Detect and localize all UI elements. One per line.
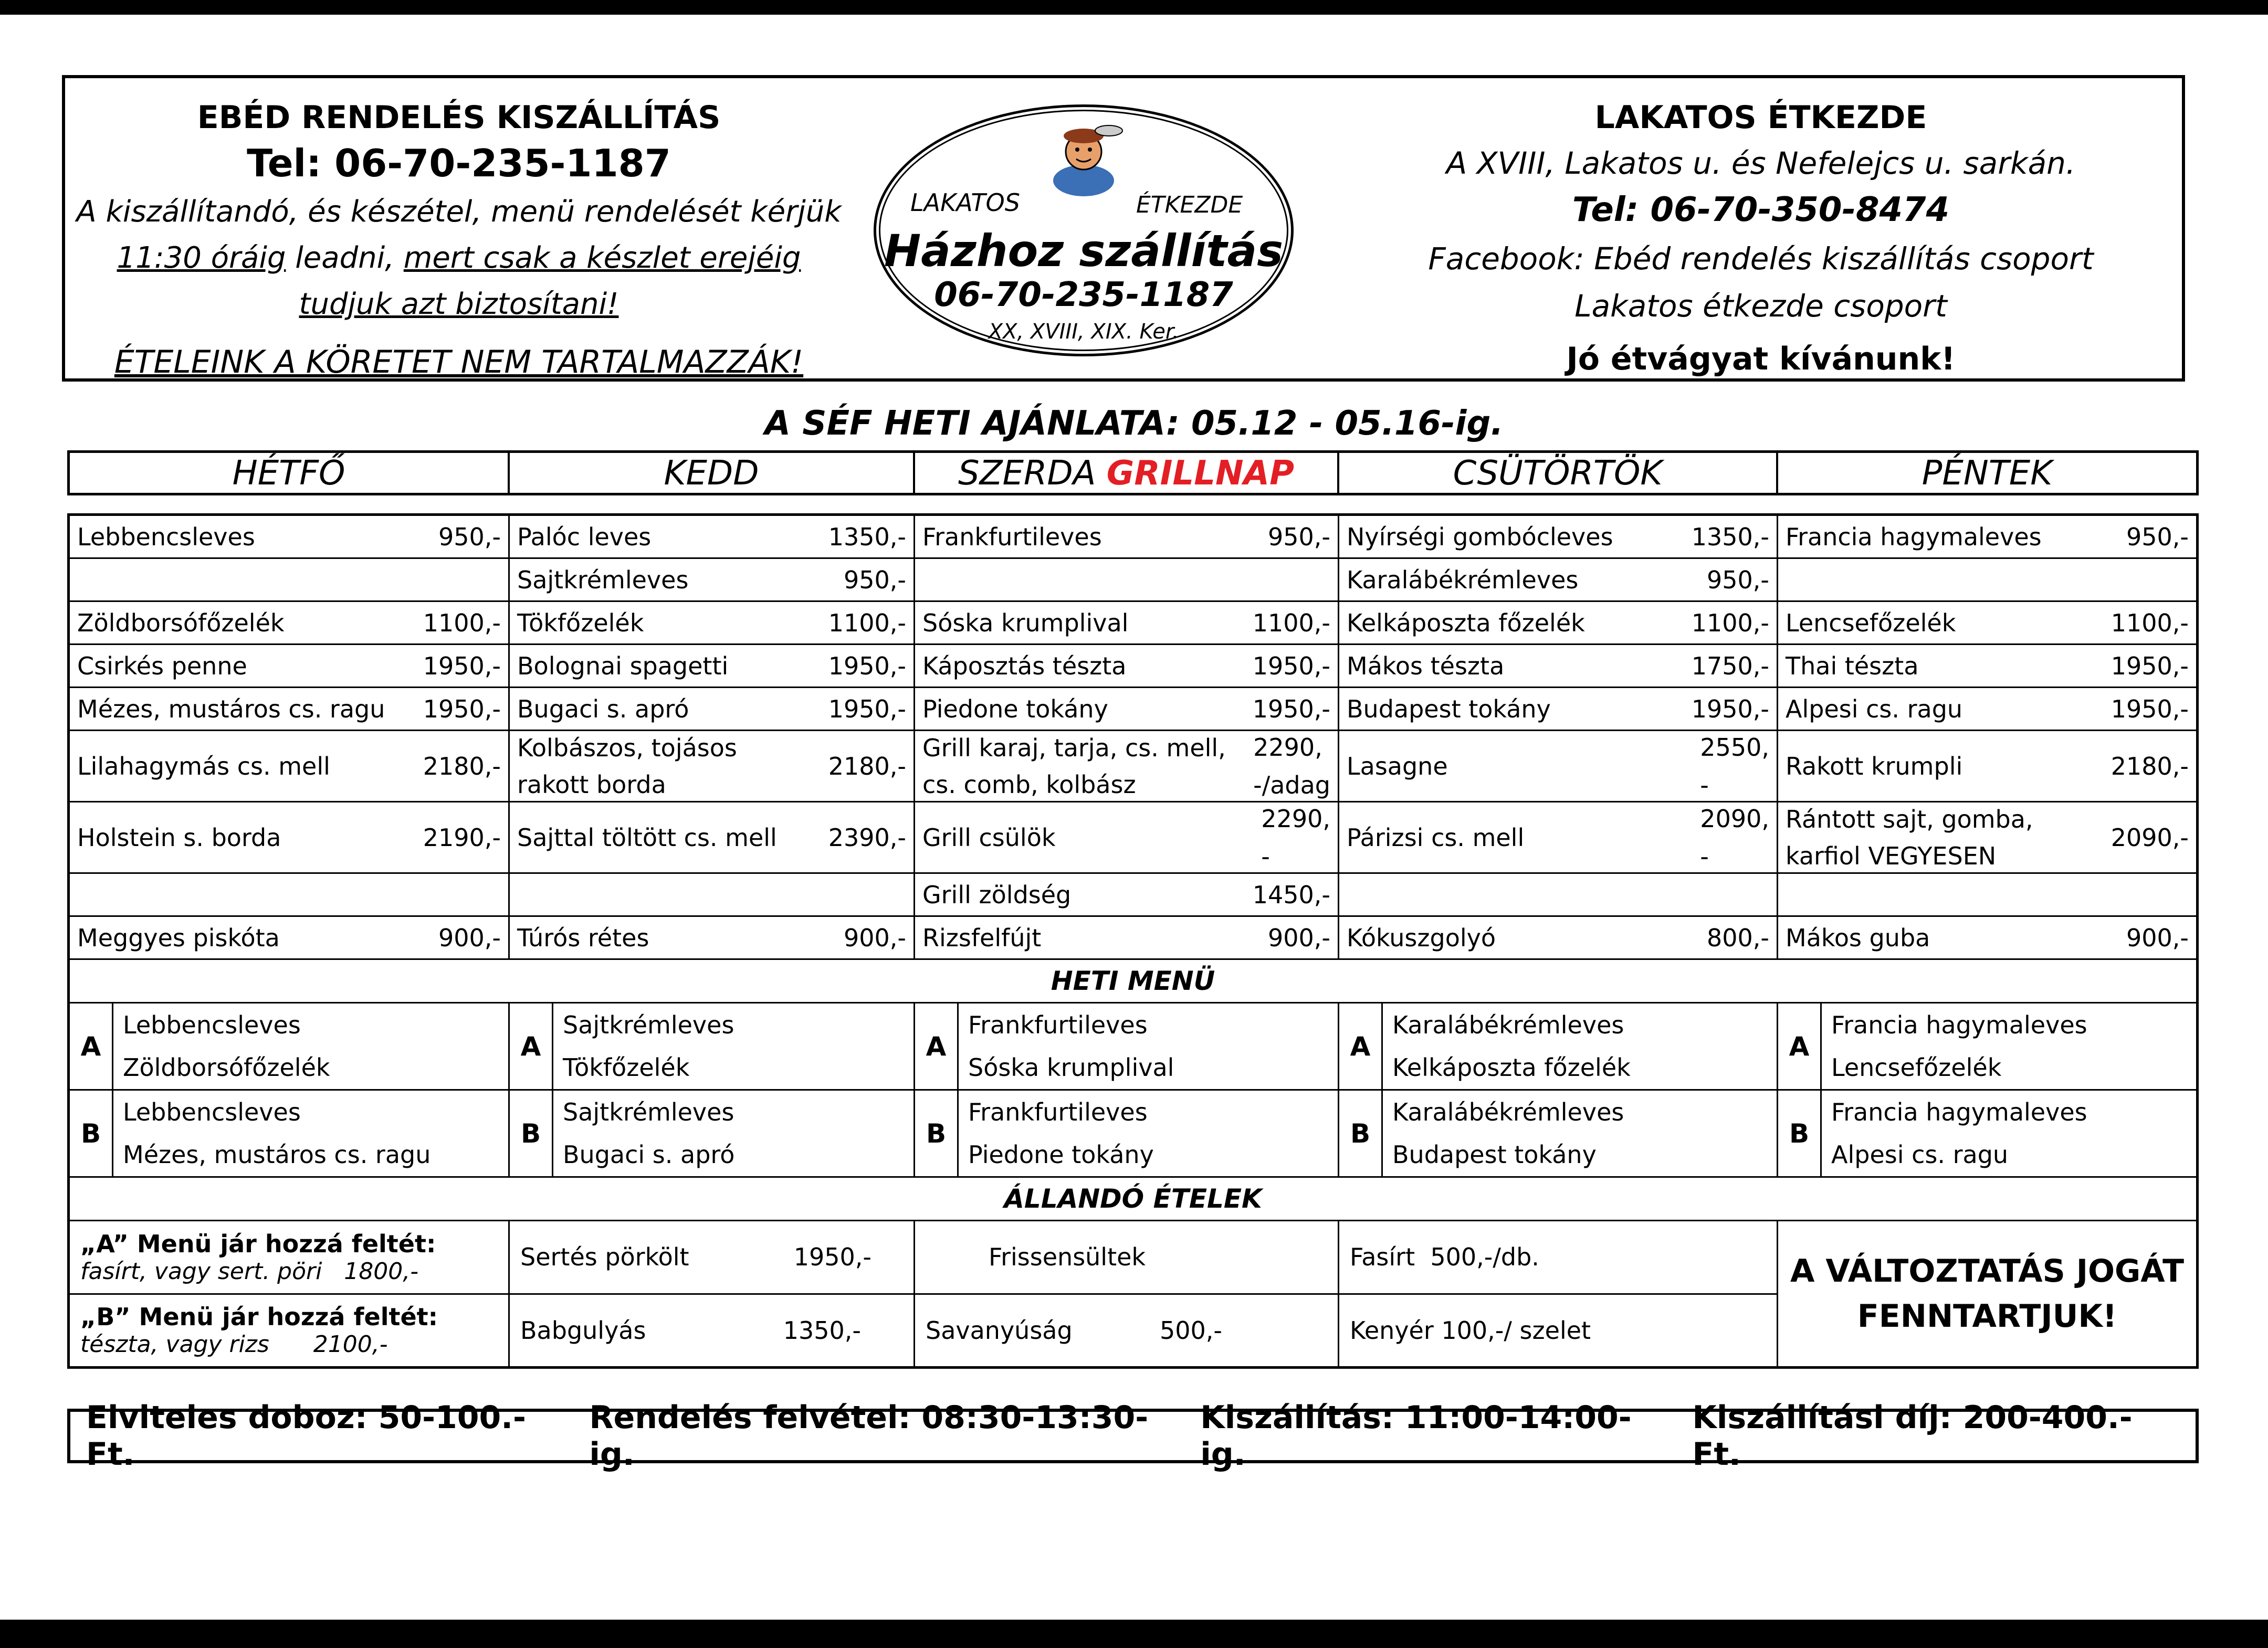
menu-main: Lencsefőzelék bbox=[1831, 1053, 2002, 1082]
menu-grid bbox=[67, 513, 2199, 1369]
menu-main: Mézes, mustáros cs. ragu bbox=[123, 1140, 431, 1169]
dish-cell-tuesday bbox=[510, 802, 915, 872]
menu-items bbox=[1383, 1003, 1777, 1089]
permanent-col-3 bbox=[915, 1221, 1339, 1366]
dish-price: 1350,- bbox=[828, 522, 906, 551]
dish-price: 1100,- bbox=[828, 608, 906, 637]
deadline: 11:30 óráig bbox=[117, 241, 286, 275]
right-address: A XVIII, Lakatos u. és Nefelejcs u. sarkán. bbox=[1446, 145, 2076, 181]
dish-price: 2180,- bbox=[828, 752, 906, 780]
dish-cell-friday bbox=[1778, 917, 2196, 958]
menu-a-monday bbox=[70, 1003, 510, 1089]
menu-a-row bbox=[70, 1003, 2196, 1091]
table-row bbox=[70, 917, 2196, 960]
menu-extras bbox=[70, 1221, 510, 1366]
dish-name: Palóc leves bbox=[517, 522, 652, 551]
dish-price: 900,- bbox=[438, 923, 501, 952]
dish-price: 1100,- bbox=[1691, 608, 1769, 637]
dish-price: 2180,- bbox=[423, 752, 501, 780]
dish-cell-monday bbox=[70, 559, 510, 600]
menu-a-extra-text: fasírt, vagy sert. pöri 1800,- bbox=[80, 1258, 419, 1285]
left-note-line2 bbox=[65, 241, 853, 275]
header-box bbox=[62, 75, 2185, 382]
dish-cell-wednesday bbox=[915, 688, 1339, 730]
dish-price: 2090, - bbox=[1700, 804, 1769, 871]
table-row bbox=[70, 874, 2196, 917]
dish-name: Grill zöldség bbox=[922, 880, 1072, 909]
permanent-col-2 bbox=[510, 1221, 915, 1366]
menu-letter: A bbox=[1339, 1003, 1383, 1089]
menu-letter: A bbox=[510, 1003, 553, 1089]
dish-cell-wednesday bbox=[915, 645, 1339, 686]
menu-soup: Francia hagymaleves bbox=[1831, 1097, 2087, 1126]
dish-name: Sóska krumplival bbox=[922, 608, 1129, 637]
dish-price: 1950,- bbox=[423, 694, 501, 723]
dish-cell-tuesday bbox=[510, 602, 915, 643]
savanyusag-name: Savanyúság bbox=[926, 1316, 1073, 1345]
dish-price: 1750,- bbox=[1691, 651, 1769, 680]
dish-price: 2180,- bbox=[2110, 752, 2189, 780]
menu-b-thursday bbox=[1339, 1091, 1778, 1176]
dish-cell-thursday bbox=[1339, 559, 1778, 600]
dish-price: 950,- bbox=[2126, 522, 2189, 551]
dish-name: Mézes, mustáros cs. ragu bbox=[77, 694, 385, 723]
week-title: A SÉF HETI AJÁNLATA: 05.12 - 05.16-ig. bbox=[764, 404, 1504, 443]
left-note-line1: A kiszállítandó, és készétel, menü rendelését kérjük bbox=[76, 195, 842, 229]
footer-box-price: Elviteles doboz: 50-100.-Ft. bbox=[86, 1399, 526, 1473]
dish-price: 2090,- bbox=[2110, 823, 2189, 852]
footer-delivery-hours: Kiszállítás: 11:00-14:00-ig. bbox=[1200, 1399, 1632, 1473]
menu-main: Budapest tokány bbox=[1392, 1140, 1597, 1169]
table-row bbox=[70, 602, 2196, 645]
menu-items bbox=[959, 1091, 1338, 1176]
logo-districts: XX, XVIII, XIX. Ker. bbox=[988, 320, 1179, 344]
menu-a-wednesday bbox=[915, 1003, 1339, 1089]
menu-letter: B bbox=[915, 1091, 959, 1176]
porkolt bbox=[510, 1221, 914, 1293]
dish-name: Rántott sajt, gomba, karfiol VEGYESEN bbox=[1786, 805, 2033, 870]
left-note-line3 bbox=[65, 287, 853, 321]
dish-name: Rizsfelfújt bbox=[922, 923, 1042, 952]
menu-soup: Francia hagymaleves bbox=[1831, 1010, 2087, 1039]
porkolt-name: Sertés pörkölt bbox=[520, 1243, 689, 1272]
dish-cell-monday bbox=[70, 802, 510, 872]
dish-cell-wednesday bbox=[915, 802, 1339, 872]
dish-price: 950,- bbox=[438, 522, 501, 551]
dish-name: Sajtkrémleves bbox=[517, 565, 689, 594]
grill-day-label: GRILLNAP bbox=[1106, 454, 1294, 493]
dish-cell-thursday bbox=[1339, 516, 1778, 557]
header-left bbox=[65, 78, 853, 381]
dish-name: Kolbászos, tojásos rakott borda bbox=[517, 733, 737, 799]
dish-name: Alpesi cs. ragu bbox=[1786, 694, 1963, 723]
menu-letter: A bbox=[1778, 1003, 1822, 1089]
dish-cell-monday bbox=[70, 917, 510, 958]
dish-cell-thursday bbox=[1339, 731, 1778, 801]
header-right bbox=[1346, 78, 2176, 378]
menu-a-tuesday bbox=[510, 1003, 915, 1089]
dish-cell-friday bbox=[1778, 874, 2196, 915]
dish-price: 900,- bbox=[1267, 923, 1330, 952]
babgulyas-price: 1350,- bbox=[783, 1316, 861, 1345]
dish-price: 1100,- bbox=[2110, 608, 2189, 637]
menu-items bbox=[113, 1003, 508, 1089]
dish-name: Rakott krumpli bbox=[1786, 752, 1963, 780]
dish-cell-monday bbox=[70, 645, 510, 686]
savanyusag-price: 500,- bbox=[1159, 1316, 1222, 1345]
table-row bbox=[70, 802, 2196, 874]
day-friday bbox=[1778, 453, 2196, 493]
garnish-notice: ÉTELEINK A KÖRETET NEM TARTALMAZZÁK! bbox=[114, 344, 804, 381]
table-row bbox=[70, 516, 2196, 559]
logo-right-word: ÉTKEZDE bbox=[1136, 192, 1243, 218]
dish-price: 900,- bbox=[2126, 923, 2189, 952]
dish-cell-tuesday bbox=[510, 645, 915, 686]
dish-price: 950,- bbox=[843, 565, 906, 594]
menu-soup: Sajtkrémleves bbox=[563, 1097, 734, 1126]
day-monday bbox=[70, 453, 510, 493]
dish-cell-friday bbox=[1778, 602, 2196, 643]
note-stock: mert csak a készlet erejéig bbox=[403, 241, 801, 275]
day-name: HÉTFŐ bbox=[232, 454, 345, 493]
dish-name: Grill csülök bbox=[922, 823, 1056, 852]
dish-price: 1950,- bbox=[2110, 694, 2189, 723]
dish-name: Nyírségi gombócleves bbox=[1347, 522, 1613, 551]
dish-cell-tuesday bbox=[510, 917, 915, 958]
day-header bbox=[67, 450, 2199, 495]
menu-b-friday bbox=[1778, 1091, 2196, 1176]
dish-cell-thursday bbox=[1339, 688, 1778, 730]
dish-name: Budapest tokány bbox=[1347, 694, 1551, 723]
menu-items bbox=[553, 1003, 914, 1089]
menu-soup: Karalábékrémleves bbox=[1392, 1097, 1624, 1126]
dish-name: Karalábékrémleves bbox=[1347, 565, 1579, 594]
dish-cell-thursday bbox=[1339, 802, 1778, 872]
menu-b-extra bbox=[70, 1293, 508, 1367]
menu-a-extra bbox=[70, 1221, 508, 1293]
dish-cell-tuesday bbox=[510, 516, 915, 557]
weekly-menu-title: HETI MENÜ bbox=[70, 960, 2196, 1003]
dish-cell-tuesday bbox=[510, 559, 915, 600]
dish-cell-monday bbox=[70, 688, 510, 730]
dish-price: 1100,- bbox=[1252, 608, 1330, 637]
dish-name: Bolognai spagetti bbox=[517, 651, 729, 680]
dish-name: Meggyes piskóta bbox=[77, 923, 280, 952]
babgulyas bbox=[510, 1293, 914, 1367]
dish-price: 2190,- bbox=[423, 823, 501, 852]
bottom-black-bar bbox=[0, 1620, 2268, 1648]
footer-delivery-fee: Kiszállítási díj: 200-400.-Ft. bbox=[1692, 1399, 2133, 1473]
day-wednesday bbox=[915, 453, 1339, 493]
dish-name: Tökfőzelék bbox=[517, 608, 644, 637]
dish-name: Kókuszgolyó bbox=[1347, 923, 1496, 952]
menu-letter: B bbox=[70, 1091, 113, 1176]
dish-cell-tuesday bbox=[510, 688, 915, 730]
menu-b-tuesday bbox=[510, 1091, 915, 1176]
dish-price: 1950,- bbox=[1252, 694, 1330, 723]
menu-soup: Frankfurtileves bbox=[968, 1010, 1148, 1039]
dish-cell-friday bbox=[1778, 802, 2196, 872]
dish-cell-thursday bbox=[1339, 874, 1778, 915]
dish-cell-monday bbox=[70, 731, 510, 801]
dish-price: 900,- bbox=[843, 923, 906, 952]
right-phone: Tel: 06-70-350-8474 bbox=[1572, 191, 1950, 229]
dish-name: Túrós rétes bbox=[517, 923, 649, 952]
dish-cell-thursday bbox=[1339, 645, 1778, 686]
day-name: PÉNTEK bbox=[1922, 454, 2053, 493]
dish-price: 1450,- bbox=[1252, 880, 1330, 909]
dish-cell-monday bbox=[70, 874, 510, 915]
dish-price: 1950,- bbox=[828, 694, 906, 723]
dish-name: Francia hagymaleves bbox=[1786, 522, 2042, 551]
menu-letter: A bbox=[70, 1003, 113, 1089]
dish-cell-tuesday bbox=[510, 731, 915, 801]
kenyer: Kenyér 100,-/ szelet bbox=[1339, 1293, 1777, 1367]
footer-info bbox=[67, 1399, 2199, 1473]
menu-b-monday bbox=[70, 1091, 510, 1176]
menu-b-wednesday bbox=[915, 1091, 1339, 1176]
dish-name: Mákos tészta bbox=[1347, 651, 1505, 680]
menu-soup: Sajtkrémleves bbox=[563, 1010, 734, 1039]
menu-a-extra-title: „A” Menü jár hozzá feltét: bbox=[80, 1229, 436, 1258]
dish-name: Holstein s. borda bbox=[77, 823, 281, 852]
dish-price: 1950,- bbox=[828, 651, 906, 680]
menu-main: Tökfőzelék bbox=[563, 1053, 690, 1082]
dish-cell-friday bbox=[1778, 731, 2196, 801]
menu-items bbox=[959, 1003, 1338, 1089]
right-title: LAKATOS ÉTKEZDE bbox=[1594, 99, 1927, 136]
dish-name: Párizsi cs. mell bbox=[1347, 823, 1525, 852]
dish-name: Csirkés penne bbox=[77, 651, 247, 680]
dish-price: 1950,- bbox=[1691, 694, 1769, 723]
dish-cell-friday bbox=[1778, 516, 2196, 557]
dish-name: Lebbencsleves bbox=[77, 522, 255, 551]
menu-letter: B bbox=[510, 1091, 553, 1176]
logo bbox=[874, 104, 1294, 356]
day-name: KEDD bbox=[664, 454, 759, 493]
dish-rows bbox=[70, 516, 2196, 960]
day-name: CSÜTÖRTÖK bbox=[1453, 454, 1663, 493]
menu-items bbox=[1822, 1091, 2196, 1176]
chef-icon bbox=[1042, 115, 1126, 199]
footer-order-hours: Rendelés felvétel: 08:30-13:30-ig. bbox=[589, 1399, 1149, 1473]
left-phone: Tel: 06-70-235-1187 bbox=[247, 141, 671, 185]
dish-price: 800,- bbox=[1706, 923, 1769, 952]
permanent-col-5 bbox=[1778, 1221, 2196, 1366]
menu-main: Piedone tokány bbox=[968, 1140, 1154, 1169]
dish-cell-friday bbox=[1778, 688, 2196, 730]
menu-main: Sóska krumplival bbox=[968, 1053, 1174, 1082]
dish-name: Lasagne bbox=[1347, 752, 1448, 780]
day-tuesday bbox=[510, 453, 915, 493]
table-row bbox=[70, 688, 2196, 731]
menu-main: Kelkáposzta főzelék bbox=[1392, 1053, 1631, 1082]
menu-items bbox=[1822, 1003, 2196, 1089]
table-row bbox=[70, 559, 2196, 602]
permanent-dishes bbox=[70, 1221, 2196, 1366]
dish-cell-wednesday bbox=[915, 917, 1339, 958]
dish-cell-wednesday bbox=[915, 731, 1339, 801]
day-name: SZERDA bbox=[958, 454, 1107, 493]
note-guarantee: tudjuk azt biztosítani! bbox=[299, 287, 619, 321]
menu-items bbox=[553, 1091, 914, 1176]
right-facebook: Facebook: Ebéd rendelés kiszállítás csoport bbox=[1428, 241, 2094, 277]
permanent-col-4 bbox=[1339, 1221, 1778, 1366]
dish-price: 1950,- bbox=[2110, 651, 2189, 680]
frissensultek: Frissensültek bbox=[989, 1243, 1146, 1272]
dish-price: 1350,- bbox=[1691, 522, 1769, 551]
rights-reserved: A VÁLTOZTATÁS JOGÁT FENNTARTJUK! bbox=[1790, 1253, 2184, 1335]
babgulyas-name: Babgulyás bbox=[520, 1316, 646, 1345]
table-row bbox=[70, 645, 2196, 688]
menu-letter: A bbox=[915, 1003, 959, 1089]
dish-name: Lencsefőzelék bbox=[1786, 608, 1956, 637]
dish-name: Frankfurtileves bbox=[922, 522, 1102, 551]
dish-cell-thursday bbox=[1339, 917, 1778, 958]
logo-phone: 06-70-235-1187 bbox=[934, 276, 1233, 314]
day-thursday bbox=[1339, 453, 1778, 493]
dish-cell-monday bbox=[70, 516, 510, 557]
top-black-bar bbox=[0, 0, 2268, 15]
menu-items bbox=[1383, 1091, 1777, 1176]
dish-name: Zöldborsófőzelék bbox=[77, 608, 285, 637]
dish-price: 2290, - bbox=[1261, 804, 1330, 871]
logo-title: Házhoz szállítás bbox=[884, 225, 1284, 277]
left-title: EBÉD RENDELÉS KISZÁLLÍTÁS bbox=[197, 99, 721, 136]
menu-items bbox=[113, 1091, 508, 1176]
permanent-title: ÁLLANDÓ ÉTELEK bbox=[70, 1178, 2196, 1221]
menu-b-extra-title: „B” Menü jár hozzá feltét: bbox=[80, 1303, 438, 1332]
menu-main: Zöldborsófőzelék bbox=[123, 1053, 330, 1082]
logo-left-word: LAKATOS bbox=[910, 188, 1020, 217]
menu-a-friday bbox=[1778, 1003, 2196, 1089]
menu-a-thursday bbox=[1339, 1003, 1778, 1089]
dish-name: Lilahagymás cs. mell bbox=[77, 752, 330, 780]
fasirt: Fasírt 500,-/db. bbox=[1350, 1243, 1539, 1272]
dish-cell-wednesday bbox=[915, 602, 1339, 643]
menu-soup: Karalábékrémleves bbox=[1392, 1010, 1624, 1039]
dish-cell-thursday bbox=[1339, 602, 1778, 643]
dish-price: 2550, - bbox=[1700, 733, 1769, 799]
dish-cell-wednesday bbox=[915, 559, 1339, 600]
dish-price: 2290, -/adag bbox=[1253, 733, 1330, 799]
menu-soup: Lebbencsleves bbox=[123, 1097, 301, 1126]
dish-name: Káposztás tészta bbox=[922, 651, 1127, 680]
dish-price: 950,- bbox=[1706, 565, 1769, 594]
dish-price: 2390,- bbox=[828, 823, 906, 852]
dish-price: 1950,- bbox=[423, 651, 501, 680]
dish-cell-tuesday bbox=[510, 874, 915, 915]
dish-price: 1950,- bbox=[1252, 651, 1330, 680]
dish-price: 950,- bbox=[1267, 522, 1330, 551]
menu-b-extra-text: tészta, vagy rizs 2100,- bbox=[80, 1331, 388, 1358]
dish-name: Bugaci s. apró bbox=[517, 694, 689, 723]
dish-name: Kelkáposzta főzelék bbox=[1347, 608, 1585, 637]
dish-name: Grill karaj, tarja, cs. mell, cs. comb, kolbász bbox=[922, 733, 1226, 799]
dish-name: Piedone tokány bbox=[922, 694, 1108, 723]
dish-cell-friday bbox=[1778, 645, 2196, 686]
dish-cell-wednesday bbox=[915, 874, 1339, 915]
porkolt-price: 1950,- bbox=[793, 1243, 872, 1272]
table-row bbox=[70, 731, 2196, 802]
right-greeting: Jó étvágyat kívánunk! bbox=[1566, 341, 1956, 377]
menu-soup: Lebbencsleves bbox=[123, 1010, 301, 1039]
dish-name: Sajttal töltött cs. mell bbox=[517, 823, 777, 852]
savanyusag bbox=[915, 1293, 1338, 1367]
menu-soup: Frankfurtileves bbox=[968, 1097, 1148, 1126]
menu-letter: B bbox=[1339, 1091, 1383, 1176]
menu-b-row bbox=[70, 1091, 2196, 1178]
dish-cell-wednesday bbox=[915, 516, 1339, 557]
menu-main: Alpesi cs. ragu bbox=[1831, 1140, 2009, 1169]
dish-price: 1100,- bbox=[423, 608, 501, 637]
note-mid: leadni, bbox=[286, 241, 404, 275]
dish-name: Mákos guba bbox=[1786, 923, 1930, 952]
dish-cell-friday bbox=[1778, 559, 2196, 600]
dish-cell-monday bbox=[70, 602, 510, 643]
dish-name: Thai tészta bbox=[1786, 651, 1919, 680]
menu-letter: B bbox=[1778, 1091, 1822, 1176]
right-group: Lakatos étkezde csoport bbox=[1574, 288, 1947, 324]
menu-main: Bugaci s. apró bbox=[563, 1140, 735, 1169]
